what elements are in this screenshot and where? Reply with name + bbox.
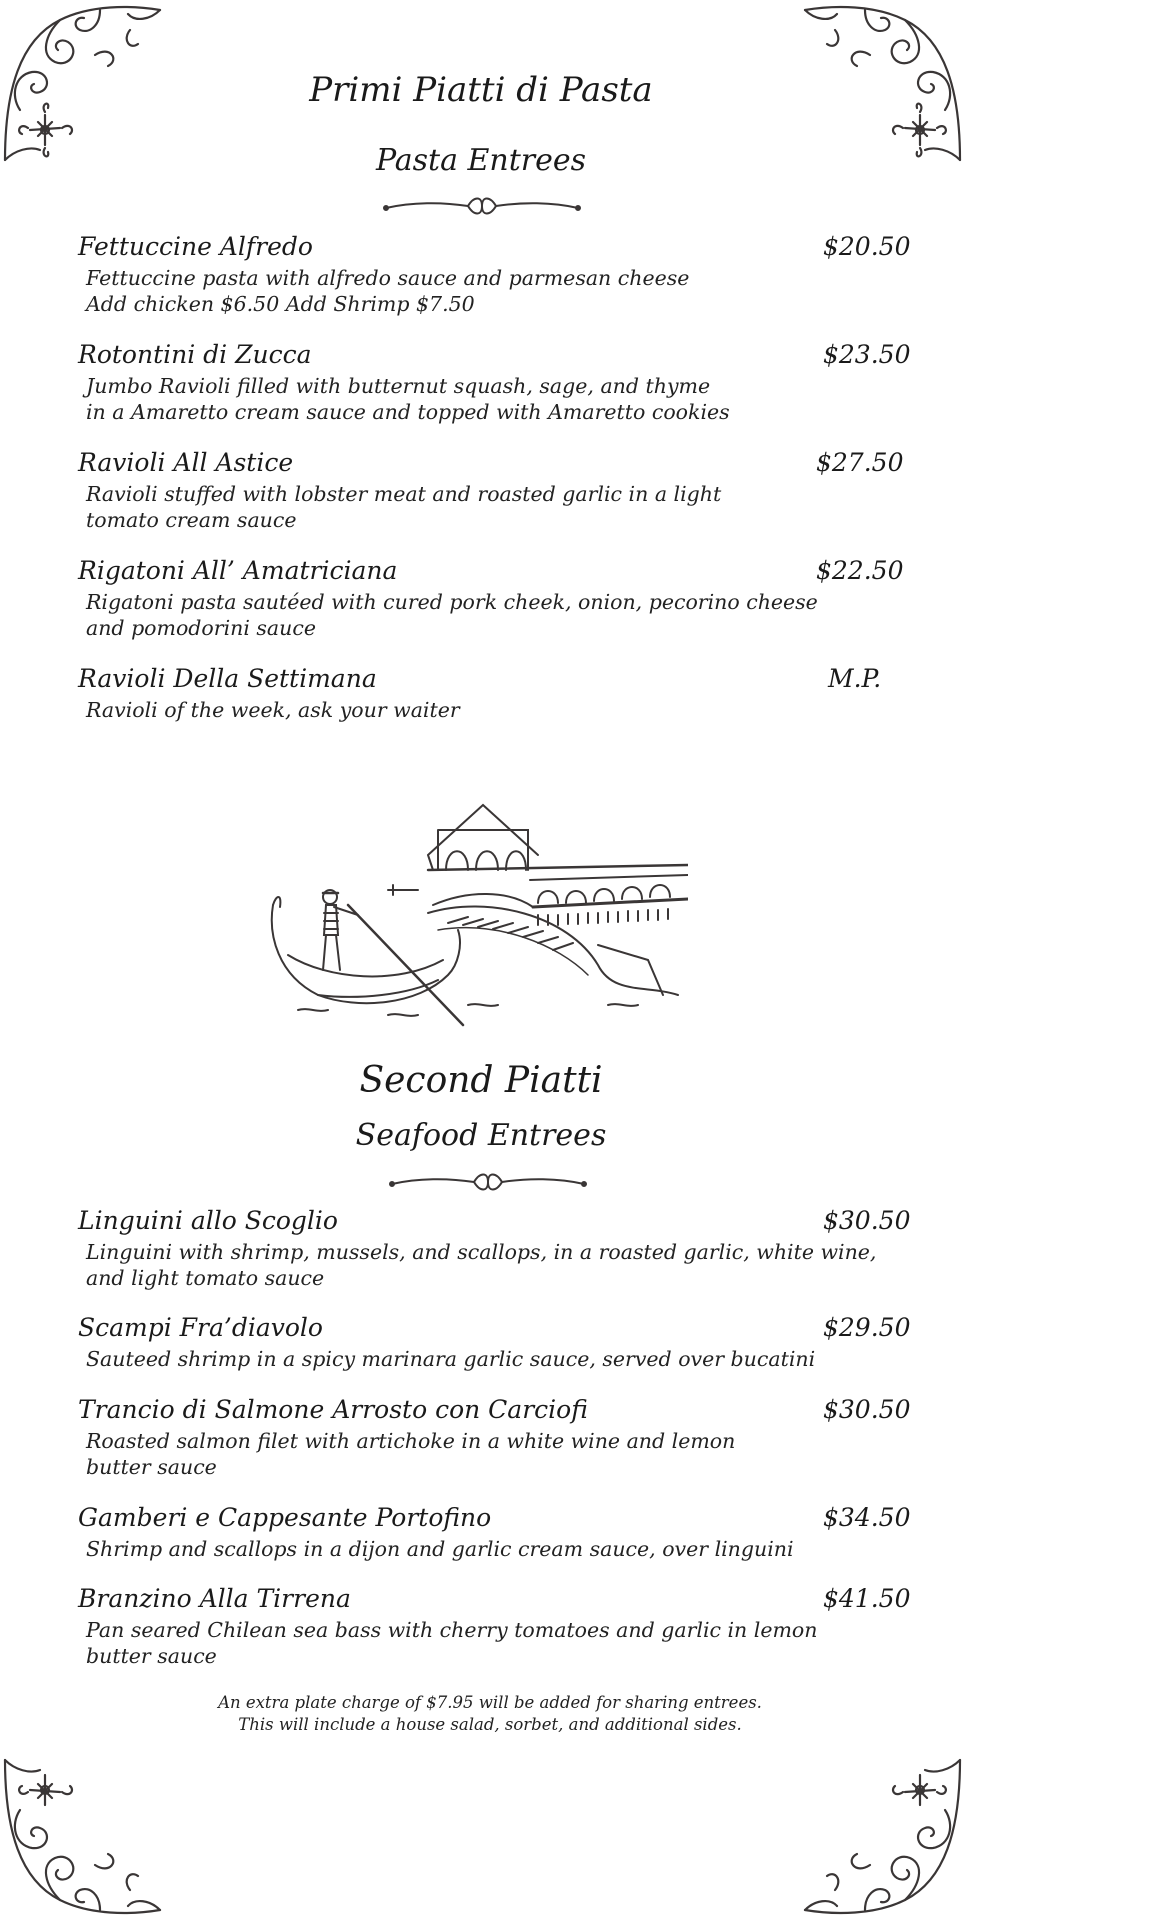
- item-price: $22.50: [816, 556, 904, 585]
- item-description: Jumbo Ravioli filled with butternut squash, sage, and thyme in a Amaretto cream sauce and topped with Amaretto cookies: [86, 374, 730, 424]
- seafood-section-title: Second Piatti: [359, 1060, 603, 1101]
- item-description: Roasted salmon filet with artichoke in a white wine and lemon butter sauce: [86, 1429, 736, 1479]
- item-description: Sauteed shrimp in a spicy marinara garlic sauce, served over bucatini: [86, 1347, 816, 1371]
- item-price: $34.50: [823, 1503, 911, 1532]
- item-name: Ravioli Della Settimana: [78, 664, 377, 693]
- item-name: Branzino Alla Tirrena: [78, 1584, 351, 1613]
- item-price: $20.50: [823, 232, 911, 261]
- item-name: Gamberi e Cappesante Portofino: [78, 1503, 492, 1532]
- flourish-divider-icon: [388, 1170, 588, 1194]
- flourish-divider-icon: [382, 194, 582, 218]
- item-description: Linguini with shrimp, mussels, and scallops, in a roasted garlic, white wine, and light tomato sauce: [86, 1240, 877, 1290]
- item-description: Ravioli stuffed with lobster meat and roasted garlic in a light tomato cream sauce: [86, 482, 722, 532]
- item-name: Rigatoni All’ Amatriciana: [78, 556, 398, 585]
- item-description: Pan seared Chilean sea bass with cherry tomatoes and garlic in lemon butter sauce: [86, 1618, 818, 1668]
- item-description: Fettuccine pasta with alfredo sauce and parmesan cheese Add chicken $6.50 Add Shrimp $7.50: [86, 266, 690, 316]
- pasta-section-title: Primi Piatti di Pasta: [309, 70, 653, 110]
- item-description: Shrimp and scallops in a dijon and garlic cream sauce, over linguini: [86, 1537, 794, 1561]
- corner-ornament-bottom-right-icon: [795, 1750, 965, 1920]
- item-name: Linguini allo Scoglio: [78, 1206, 338, 1235]
- item-description: Ravioli of the week, ask your waiter: [86, 698, 460, 722]
- item-name: Scampi Fra’diavolo: [78, 1313, 323, 1342]
- sharing-note: An extra plate charge of $7.95 will be added for sharing entrees. This will include a house salad, sorbet, and additional sides.: [218, 1693, 762, 1734]
- item-price: $23.50: [823, 340, 911, 369]
- item-name: Rotontini di Zucca: [78, 340, 312, 369]
- corner-ornament-bottom-left-icon: [0, 1750, 170, 1920]
- item-price: $29.50: [823, 1313, 911, 1342]
- seafood-section-subtitle: Seafood Entrees: [355, 1118, 607, 1153]
- item-price: M.P.: [828, 664, 882, 693]
- item-price: $30.50: [823, 1206, 911, 1235]
- pasta-section-subtitle: Pasta Entrees: [375, 143, 587, 178]
- item-description: Rigatoni pasta sautéed with cured pork cheek, onion, pecorino cheese and pomodorini sauce: [86, 590, 818, 640]
- item-name: Trancio di Salmone Arrosto con Carciofi: [78, 1395, 588, 1424]
- item-name: Fettuccine Alfredo: [78, 232, 313, 261]
- venice-gondola-bridge-illustration: [268, 795, 688, 1030]
- item-name: Ravioli All Astice: [78, 448, 294, 477]
- item-price: $27.50: [816, 448, 904, 477]
- item-price: $30.50: [823, 1395, 911, 1424]
- item-price: $41.50: [823, 1584, 911, 1613]
